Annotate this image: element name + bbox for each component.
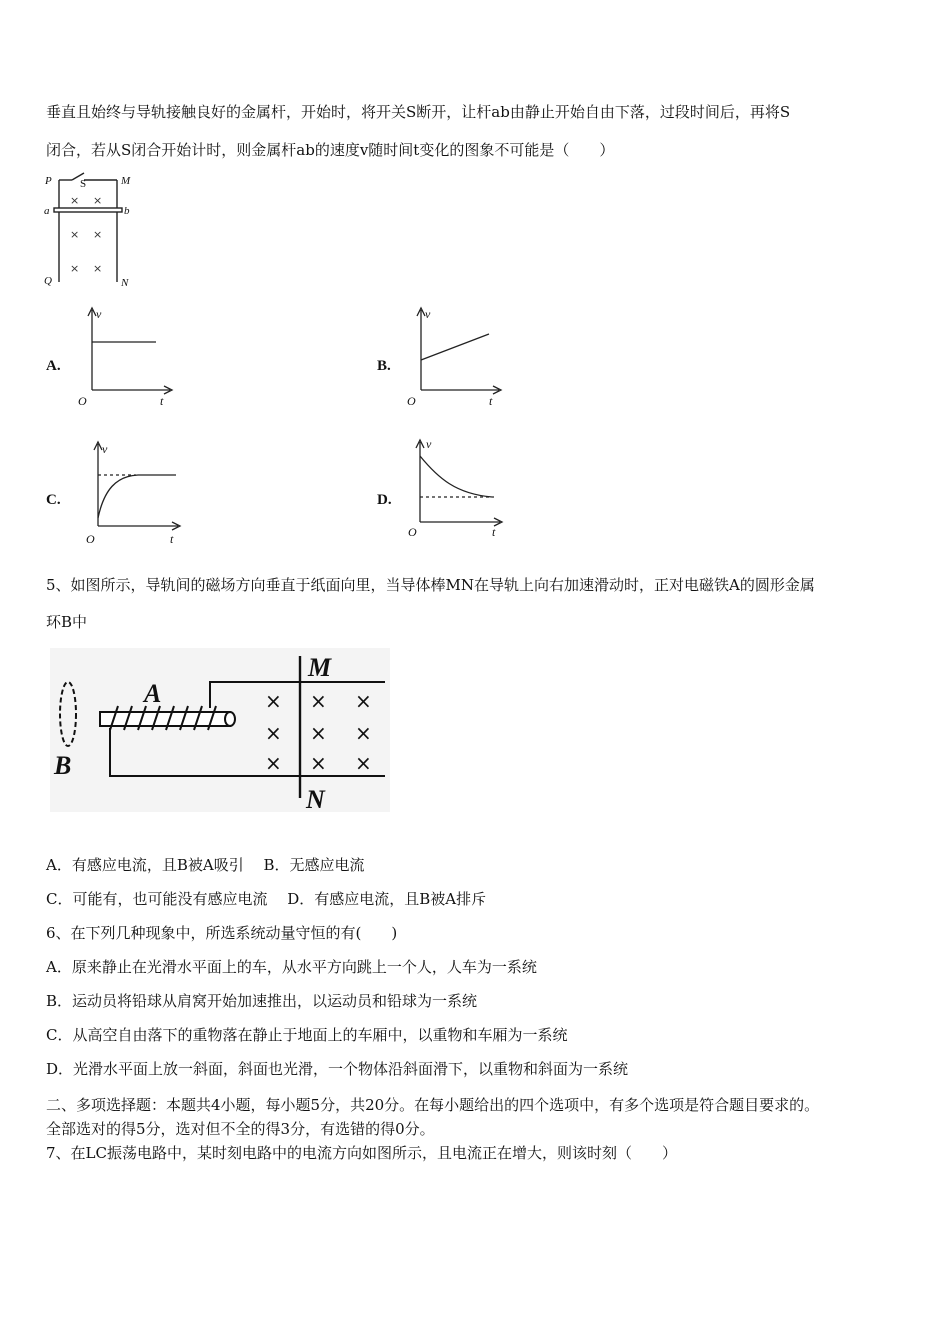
label-S: S bbox=[80, 178, 87, 190]
svg-text:×: × bbox=[355, 751, 372, 775]
option-a-label: A. bbox=[46, 358, 61, 374]
label-B: B bbox=[54, 751, 72, 780]
svg-text:t: t bbox=[160, 394, 164, 408]
q5-options-ab: A．有感应电流，且B被A吸引 B．无感应电流 bbox=[46, 856, 365, 874]
label-A: A bbox=[144, 679, 162, 708]
svg-text:O: O bbox=[86, 532, 95, 546]
svg-text:×: × bbox=[265, 721, 282, 745]
svg-text:t: t bbox=[489, 394, 493, 408]
rod-ab bbox=[54, 208, 122, 212]
svg-text:t: t bbox=[170, 532, 174, 546]
option-d-label: D. bbox=[377, 492, 392, 508]
svg-text:O: O bbox=[407, 394, 416, 408]
option-a-graph bbox=[74, 304, 184, 410]
svg-text:×: × bbox=[310, 721, 327, 745]
label-N: N bbox=[306, 785, 325, 814]
option-d-graph bbox=[404, 436, 514, 540]
q6-option-b: B．运动员将铅球从肩窝开始加速推出，以运动员和铅球为一系统 bbox=[46, 992, 478, 1010]
svg-text:×: × bbox=[93, 228, 103, 241]
q5-options-cd: C．可能有，也可能没有感应电流 D．有感应电流，且B被A排斥 bbox=[46, 890, 487, 908]
graph-curve bbox=[420, 456, 492, 497]
svg-text:v: v bbox=[425, 307, 431, 321]
svg-text:O: O bbox=[78, 394, 87, 408]
svg-text:v: v bbox=[426, 437, 432, 451]
q5-line1: 5、如图所示，导轨间的磁场方向垂直于纸面向里，当导体棒MN在导轨上向右加速滑动时，正对电磁铁A的圆形金属 bbox=[46, 576, 815, 594]
option-b-graph bbox=[403, 304, 513, 410]
label-Q: Q bbox=[44, 275, 52, 287]
label-b: b bbox=[124, 205, 130, 217]
svg-text:×: × bbox=[93, 194, 103, 207]
q4-line1: 垂直且始终与导轨接触良好的金属杆，开始时，将开关S断开，让杆ab由静止开始自由下落，过段时间后，再将S bbox=[46, 103, 791, 121]
svg-text:×: × bbox=[355, 721, 372, 745]
label-M: M bbox=[308, 653, 332, 682]
option-c-graph bbox=[82, 438, 192, 548]
svg-text:×: × bbox=[93, 262, 103, 275]
label-P: P bbox=[45, 175, 52, 187]
q4-circuit-figure bbox=[40, 168, 150, 292]
option-b-label: B. bbox=[377, 358, 391, 374]
q6-option-c: C．从高空自由落下的重物落在静止于地面上的车厢中，以重物和车厢为一系统 bbox=[46, 1026, 568, 1044]
label-N: N bbox=[121, 277, 129, 289]
option-c-label: C. bbox=[46, 492, 61, 508]
svg-text:×: × bbox=[70, 194, 80, 207]
graph-curve bbox=[98, 475, 176, 518]
q6-stem: 6、在下列几种现象中，所选系统动量守恒的有( ) bbox=[46, 924, 398, 942]
label-a: a bbox=[44, 205, 50, 217]
q5-line2: 环B中 bbox=[46, 613, 88, 631]
graph-curve bbox=[421, 334, 489, 360]
q7-stem: 7、在LC振荡电路中，某时刻电路中的电流方向如图所示，且电流正在增大，则该时刻（ ） bbox=[46, 1144, 677, 1162]
svg-text:v: v bbox=[96, 307, 102, 321]
svg-text:×: × bbox=[70, 228, 80, 241]
q6-option-d: D．光滑水平面上放一斜面，斜面也光滑，一个物体沿斜面滑下，以重物和斜面为一系统 bbox=[46, 1060, 629, 1078]
svg-text:×: × bbox=[265, 751, 282, 775]
q5-electromagnet-figure bbox=[50, 648, 390, 812]
svg-text:×: × bbox=[310, 751, 327, 775]
svg-text:v: v bbox=[102, 442, 108, 456]
q4-line2: 闭合，若从S闭合开始计时，则金属杆ab的速度v随时间t变化的图象不可能是（ ） bbox=[46, 141, 615, 159]
section2-line1: 二、多项选择题：本题共4小题，每小题5分，共20分。在每小题给出的四个选项中，有多个选项是符合题目要求的。 bbox=[46, 1096, 820, 1114]
svg-text:×: × bbox=[70, 262, 80, 275]
label-M: M bbox=[121, 175, 131, 187]
svg-text:t: t bbox=[492, 525, 496, 539]
svg-text:O: O bbox=[408, 525, 417, 539]
q6-option-a: A．原来静止在光滑水平面上的车，从水平方向跳上一个人，人车为一系统 bbox=[46, 958, 537, 976]
svg-text:×: × bbox=[265, 689, 282, 713]
svg-text:×: × bbox=[310, 689, 327, 713]
section2-line2: 全部选对的得5分，选对但不全的得3分，有选错的得0分。 bbox=[46, 1120, 435, 1138]
svg-text:×: × bbox=[355, 689, 372, 713]
